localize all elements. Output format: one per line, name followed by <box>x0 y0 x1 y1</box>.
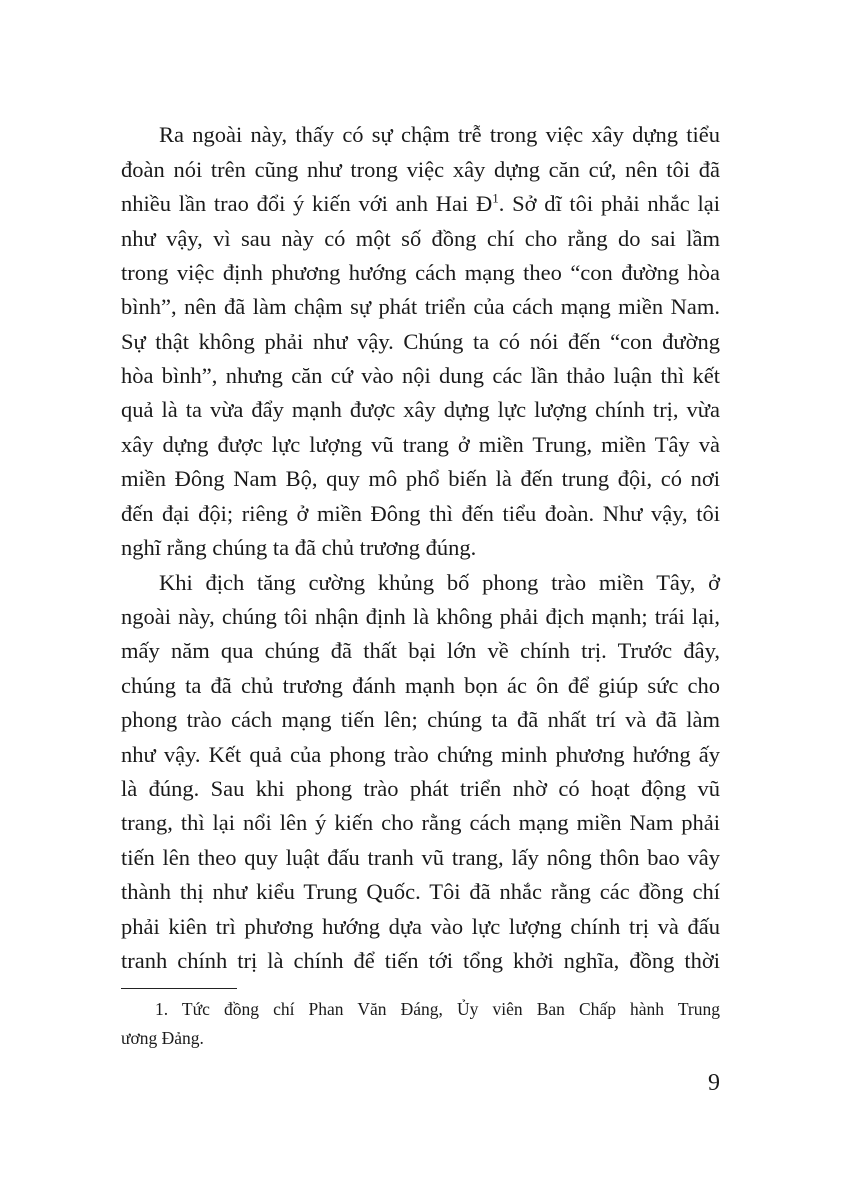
footnote-line: ương Đảng. <box>121 1028 204 1048</box>
footnote-line: 1. Tức đồng chí Phan Văn Đáng, Ủy viên Ban Chấp hành Trung <box>155 999 720 1019</box>
text-line: Sự thật không phải như vậy. Chúng ta có nói đến “con đường <box>121 329 720 354</box>
text-line: chúng ta đã chủ trương đánh mạnh bọn ác ôn để giúp sức cho <box>121 673 720 698</box>
text-line: miền Đông Nam Bộ, quy mô phổ biến là đến trung đội, có nơi <box>121 466 720 491</box>
text-line: như vậy, vì sau này có một số đồng chí cho rằng do sai lầm <box>121 226 720 251</box>
text-line: tranh chính trị là chính để tiến tới tổng khởi nghĩa, đồng thời <box>121 948 720 973</box>
page-number: 9 <box>708 1070 720 1096</box>
text-line: như vậy. Kết quả của phong trào chứng minh phương hướng ấy <box>121 742 720 767</box>
text-line: đoàn nói trên cũng như trong việc xây dựng căn cứ, nên tôi đã <box>121 157 720 182</box>
text-line: hòa bình”, nhưng căn cứ vào nội dung các lần thảo luận thì kết <box>121 363 720 388</box>
text-line: ngoài này, chúng tôi nhận định là không phải địch mạnh; trái lại, <box>121 604 720 629</box>
text-line <box>121 190 720 218</box>
text-line: trong việc định phương hướng cách mạng theo “con đường hòa <box>121 260 720 285</box>
text-line: phong trào cách mạng tiến lên; chúng ta đã nhất trí và đã làm <box>121 707 720 732</box>
text-line: Khi địch tăng cường khủng bố phong trào miền Tây, ở <box>159 570 720 595</box>
text-line: nghĩ rằng chúng ta đã chủ trương đúng. <box>121 535 477 560</box>
text-line: bình”, nên đã làm chậm sự phát triển của cách mạng miền Nam. <box>121 294 720 319</box>
text-segment: nhiều lần trao đổi ý kiến với anh Hai Đ <box>121 191 493 216</box>
text-line: phải kiên trì phương hướng dựa vào lực lượng chính trị và đấu <box>121 914 720 939</box>
text-segment: . Sở dĩ tôi phải nhắc lại <box>498 191 720 216</box>
footnote-divider <box>121 988 237 989</box>
text-line: quả là ta vừa đẩy mạnh được xây dựng lực lượng chính trị, vừa <box>121 397 720 422</box>
text-line: tiến lên theo quy luật đấu tranh vũ trang, lấy nông thôn bao vây <box>121 845 720 870</box>
text-line: mấy năm qua chúng đã thất bại lớn về chính trị. Trước đây, <box>121 638 720 663</box>
text-line: thành thị như kiểu Trung Quốc. Tôi đã nhắc rằng các đồng chí <box>121 879 720 904</box>
text-line: đến đại đội; riêng ở miền Đông thì đến tiểu đoàn. Như vậy, tôi <box>121 501 720 526</box>
text-line: xây dựng được lực lượng vũ trang ở miền Trung, miền Tây và <box>121 432 720 457</box>
text-line: Ra ngoài này, thấy có sự chậm trễ trong việc xây dựng tiểu <box>159 122 720 147</box>
footnote-reference: 1 <box>492 190 499 206</box>
text-line: trang, thì lại nổi lên ý kiến cho rằng cách mạng miền Nam phải <box>121 810 720 835</box>
text-line: là đúng. Sau khi phong trào phát triển nhờ có hoạt động vũ <box>121 776 720 801</box>
